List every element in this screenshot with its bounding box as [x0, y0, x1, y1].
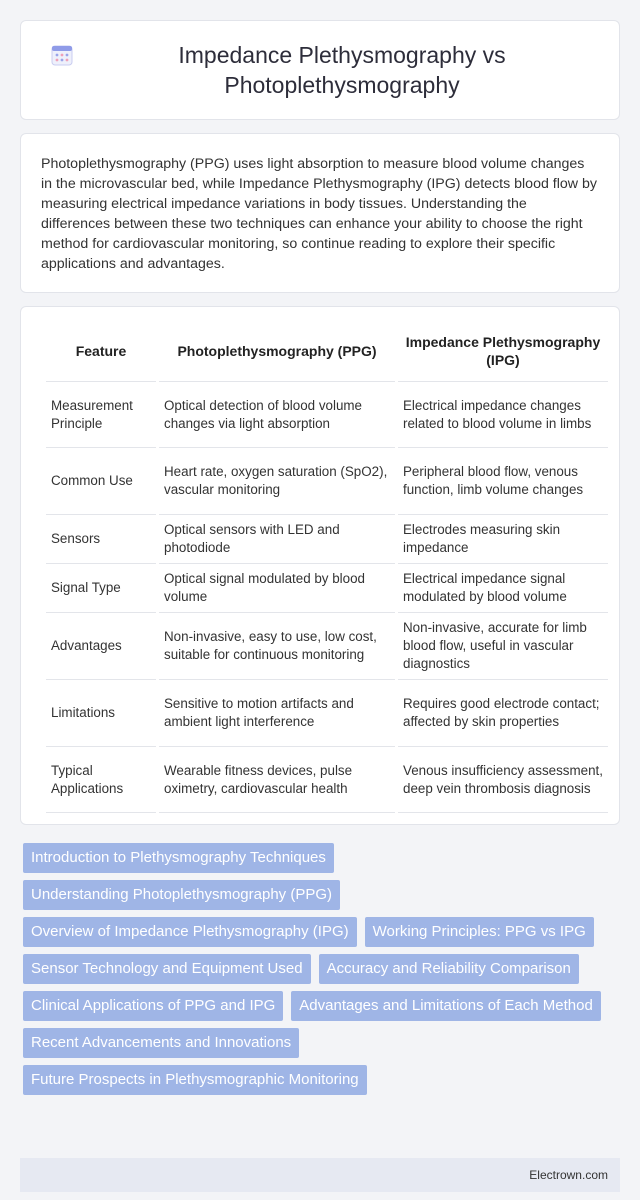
- ppg-cell: Heart rate, oxygen saturation (SpO2), vascular monitoring: [159, 447, 395, 514]
- table-row: [46, 746, 608, 813]
- topic-link-sensor-technology[interactable]: Sensor Technology and Equipment Used: [23, 954, 311, 984]
- ppg-cell: Optical signal modulated by blood volume: [159, 563, 395, 612]
- topic-link-accuracy[interactable]: Accuracy and Reliability Comparison: [319, 954, 579, 984]
- header-ppg: Photoplethysmography (PPG): [177, 343, 377, 359]
- ipg-cell: Electrodes measuring skin impedance: [398, 514, 608, 563]
- ipg-cell: Electrical impedance changes related to blood volume in limbs: [398, 381, 608, 447]
- calendar-grid-icon: [51, 44, 73, 66]
- ppg-cell: Optical detection of blood volume changes via light absorption: [159, 381, 395, 447]
- table-row: [46, 612, 608, 679]
- feature-cell: Common Use: [46, 447, 156, 514]
- comparison-table: [43, 321, 611, 813]
- header-ipg: Impedance Plethysmography (IPG): [405, 334, 601, 368]
- ppg-cell: Sensitive to motion artifacts and ambient light interference: [159, 679, 395, 746]
- ipg-cell: Venous insufficiency assessment, deep vein thrombosis diagnosis: [398, 746, 608, 813]
- title-wrap: [51, 40, 589, 100]
- ppg-cell: Wearable fitness devices, pulse oximetry, cardiovascular health: [159, 746, 395, 813]
- table-row: [46, 447, 608, 514]
- topic-link-advantages-limitations[interactable]: Advantages and Limitations of Each Method: [291, 991, 601, 1021]
- topic-link-introduction[interactable]: Introduction to Plethysmography Techniques: [23, 843, 334, 873]
- comparison-table-card: [20, 306, 620, 825]
- table-row: [46, 514, 608, 563]
- ipg-cell: Electrical impedance signal modulated by blood volume: [398, 563, 608, 612]
- related-topics: [20, 843, 620, 1102]
- table-row: [46, 679, 608, 746]
- ppg-cell: Optical sensors with LED and photodiode: [159, 514, 395, 563]
- feature-cell: Measurement Principle: [46, 381, 156, 447]
- topic-link-advancements[interactable]: Recent Advancements and Innovations: [23, 1028, 299, 1058]
- page-title: Impedance Plethysmography vs Photoplethysmography: [178, 42, 506, 98]
- footer-brand[interactable]: Electrown.com: [529, 1168, 608, 1182]
- table-row: [46, 563, 608, 612]
- header-feature: Feature: [75, 343, 127, 359]
- topic-link-ppg[interactable]: Understanding Photoplethysmography (PPG): [23, 880, 340, 910]
- intro-paragraph: Photoplethysmography (PPG) uses light absorption to measure blood volume changes in the microvascular bed, while Impedance Plethysmography (IPG) detects blood flow by measuring electrical impedance variations in body tissues. Understanding the differences between these two techniques can enhance your ability to choose the right method for cardiovascular monitoring, so continue reading to explore their specific applications and advantages.: [41, 156, 597, 272]
- topic-link-working-principles[interactable]: Working Principles: PPG vs IPG: [365, 917, 594, 947]
- feature-cell: Advantages: [46, 612, 156, 679]
- feature-cell: Limitations: [46, 679, 156, 746]
- ppg-cell: Non-invasive, easy to use, low cost, suitable for continuous monitoring: [159, 612, 395, 679]
- topic-link-future-prospects[interactable]: Future Prospects in Plethysmographic Monitoring: [23, 1065, 367, 1095]
- feature-cell: Typical Applications: [46, 746, 156, 813]
- ipg-cell: Non-invasive, accurate for limb blood flow, useful in vascular diagnostics: [398, 612, 608, 679]
- intro-card: [20, 133, 620, 293]
- ipg-cell: Peripheral blood flow, venous function, limb volume changes: [398, 447, 608, 514]
- feature-cell: Sensors: [46, 514, 156, 563]
- title-card: [20, 20, 620, 120]
- table-header-row: [46, 321, 608, 381]
- ipg-cell: Requires good electrode contact; affected by skin properties: [398, 679, 608, 746]
- footer: [20, 1158, 620, 1192]
- topic-link-ipg[interactable]: Overview of Impedance Plethysmography (IPG): [23, 917, 357, 947]
- topic-link-clinical-applications[interactable]: Clinical Applications of PPG and IPG: [23, 991, 283, 1021]
- table-row: [46, 381, 608, 447]
- feature-cell: Signal Type: [46, 563, 156, 612]
